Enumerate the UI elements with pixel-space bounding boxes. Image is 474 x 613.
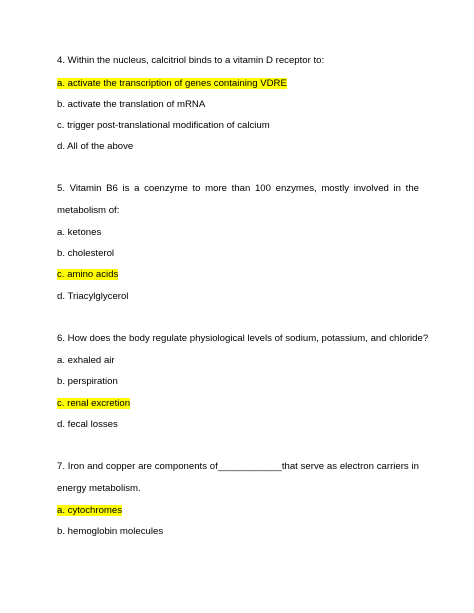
question-6-option-d: d. fecal losses: [57, 419, 118, 430]
answer-highlight: a. cytochromes: [57, 505, 123, 516]
question-7-stem-line-1: 7. Iron and copper are components of____________that serve as electron carriers in: [57, 461, 419, 472]
question-4-stem: 4. Within the nucleus, calcitriol binds to a vitamin D receptor to:: [57, 55, 325, 66]
question-5-option-b: b. cholesterol: [57, 248, 115, 259]
answer-highlight: c. renal excretion: [57, 398, 131, 409]
question-6-option-b: b. perspiration: [57, 376, 118, 387]
answer-highlight: c. amino acids: [57, 269, 119, 280]
question-6-option-c: [57, 398, 130, 410]
question-4-option-d: d. All of the above: [57, 141, 134, 152]
question-5-option-c: [57, 269, 118, 281]
question-7-option-a: [57, 505, 122, 517]
question-6-stem: 6. How does the body regulate physiological levels of sodium, potassium, and chloride?: [57, 333, 429, 344]
question-7-option-b: b. hemoglobin molecules: [57, 526, 164, 537]
question-7-stem-line-2: energy metabolism.: [57, 483, 141, 494]
question-6-option-a: a. exhaled air: [57, 355, 115, 366]
question-4-option-b: b. activate the translation of mRNA: [57, 99, 206, 110]
question-4-option-c: c. trigger post-translational modification of calcium: [57, 120, 270, 131]
question-5-stem-line-2: metabolism of:: [57, 205, 120, 216]
question-4-option-a: [57, 78, 287, 90]
answer-highlight: a. activate the transcription of genes containing VDRE: [57, 78, 287, 89]
question-5-option-d: d. Triacylglycerol: [57, 291, 129, 302]
question-5-stem-line-1: 5. Vitamin B6 is a coenzyme to more than 100 enzymes, mostly involved in the: [57, 183, 419, 194]
question-5-option-a: a. ketones: [57, 227, 102, 238]
